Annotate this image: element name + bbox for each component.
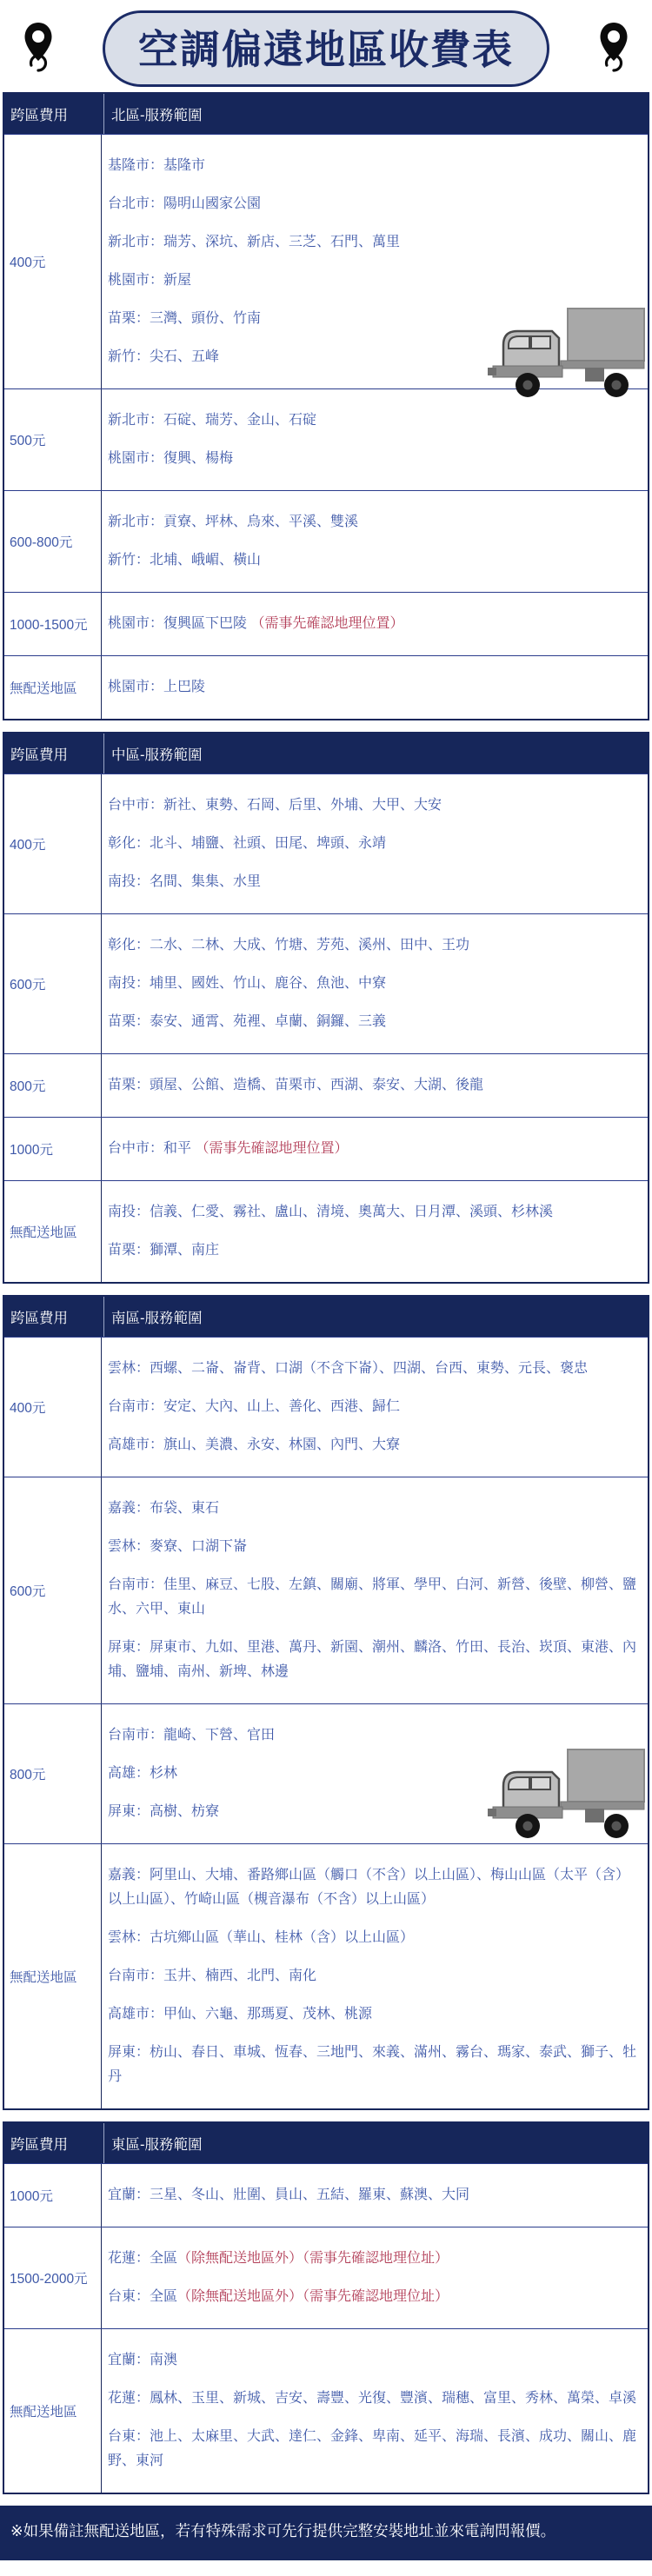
entry-note-red: （除無配送地區外）（需事先確認地理位址） xyxy=(177,2289,449,2304)
service-area-cell xyxy=(102,1181,648,1282)
service-area-entry xyxy=(108,933,641,958)
service-area-entry xyxy=(108,1926,641,1950)
page-header xyxy=(0,0,652,92)
service-area-entry xyxy=(108,870,641,894)
table-header-row xyxy=(4,1297,648,1337)
service-area-entry xyxy=(108,192,641,216)
entry-text: 高雄市：旗山、美濃、永安、林園、內門、大寮 xyxy=(108,1437,401,1452)
fee-value: 1000-1500元 xyxy=(4,593,102,655)
service-area-cell xyxy=(102,1477,648,1703)
service-area-entry xyxy=(108,2425,641,2473)
service-area-cell xyxy=(102,1054,648,1117)
service-area-cell xyxy=(102,656,648,719)
service-area-cell xyxy=(102,2164,648,2227)
service-area-entry xyxy=(108,1535,641,1559)
entry-text: 高雄市：甲仙、六龜、那瑪夏、茂林、桃源 xyxy=(108,2007,373,2022)
fee-table-south xyxy=(3,1295,649,2110)
location-pin-icon xyxy=(598,21,629,77)
service-area-entry xyxy=(108,510,641,534)
service-area-entry xyxy=(108,1863,641,1912)
service-area-entry xyxy=(108,307,641,331)
entry-text: 嘉義：阿里山、大埔、番路鄉山區（觸口（不含）以上山區）、梅山山區（太平（含）以上山區）、竹崎山區（槻音瀑布（不含）以上山區） xyxy=(108,1868,630,1907)
fee-column-header: 跨區費用 xyxy=(4,1297,104,1337)
entry-text: 台南市：龍崎、下營、官田 xyxy=(108,1728,276,1743)
table-row xyxy=(4,1117,648,1180)
fee-table-east xyxy=(3,2121,649,2494)
service-area-cell xyxy=(102,135,648,388)
service-area-entry xyxy=(108,793,641,818)
entry-note-red: （除無配送地區外）（需事先確認地理位址） xyxy=(177,2251,449,2266)
service-area-cell xyxy=(102,1118,648,1180)
entry-note-red: （需事先確認地理位置） xyxy=(250,616,404,631)
service-area-cell xyxy=(102,914,648,1053)
service-area-entry xyxy=(108,447,641,471)
service-area-cell xyxy=(102,1704,648,1843)
fee-value: 無配送地區 xyxy=(4,2329,102,2493)
entry-text: 苗栗：泰安、通霄、苑裡、卓蘭、銅鑼、三義 xyxy=(108,1014,387,1029)
table-header-row xyxy=(4,734,648,773)
entry-text: 新北市：貢寮、坪林、烏來、平溪、雙溪 xyxy=(108,515,359,529)
entry-text: 桃園市：上巴陵 xyxy=(108,680,206,694)
entry-text: 南投：名間、集集、水里 xyxy=(108,874,262,889)
region-column-header: 北區-服務範圍 xyxy=(111,108,203,123)
service-area-entry xyxy=(108,1762,641,1786)
fee-value: 1000元 xyxy=(4,2164,102,2227)
entry-text: 桃園市：復興區下巴陵 xyxy=(108,616,251,631)
service-area-entry xyxy=(108,2002,641,2027)
fee-value: 600元 xyxy=(4,1477,102,1703)
entry-text: 花蓮：鳳林、玉里、新城、吉安、壽豐、光復、豐濱、瑞穗、富里、秀林、萬榮、卓溪 xyxy=(108,2391,637,2406)
table-row xyxy=(4,490,648,592)
entry-text: 南投：埔里、國姓、竹山、鹿谷、魚池、中寮 xyxy=(108,976,387,991)
entry-text: 桃園市：復興、楊梅 xyxy=(108,451,234,466)
table-header-row xyxy=(4,94,648,134)
fee-column-header: 跨區費用 xyxy=(4,94,104,134)
service-area-entry xyxy=(108,2285,641,2309)
service-area-entry xyxy=(108,2183,641,2208)
region-column-header: 南區-服務範圍 xyxy=(111,1311,203,1326)
table-row xyxy=(4,134,648,388)
footer-spacer xyxy=(0,2560,652,2576)
service-area-entry xyxy=(108,1395,641,1419)
entry-text: 基隆市：基隆市 xyxy=(108,158,206,173)
entry-text: 雲林：麥寮、口湖下崙 xyxy=(108,1539,248,1554)
entry-text: 花蓮：全區 xyxy=(108,2251,178,2266)
entry-text: 南投：信義、仁愛、霧社、盧山、清境、奧萬大、日月潭、溪頭、杉林溪 xyxy=(108,1205,554,1219)
service-area-entry xyxy=(108,1238,641,1263)
service-area-cell xyxy=(102,1844,648,2108)
fee-value: 600元 xyxy=(4,914,102,1053)
entry-text: 台中市：新社、東勢、石岡、后里、外埔、大甲、大安 xyxy=(108,798,442,813)
service-area-entry xyxy=(108,1964,641,1988)
service-area-entry xyxy=(108,2387,641,2411)
table-row xyxy=(4,1477,648,1703)
table-row xyxy=(4,1703,648,1843)
fee-value: 無配送地區 xyxy=(4,1844,102,2108)
service-area-cell xyxy=(102,2329,648,2493)
entry-text: 屏東：枋山、春日、車城、恆春、三地門、來義、滿州、霧台、瑪家、泰武、獅子、牡丹 xyxy=(108,2045,637,2084)
service-area-cell xyxy=(102,491,648,592)
table-row xyxy=(4,1180,648,1282)
location-pin-icon xyxy=(23,21,54,77)
fee-value: 無配送地區 xyxy=(4,1181,102,1282)
fee-value: 600-800元 xyxy=(4,491,102,592)
table-row xyxy=(4,2227,648,2328)
entry-text: 宜蘭：南澳 xyxy=(108,2353,178,2367)
fee-value: 400元 xyxy=(4,1338,102,1477)
table-row xyxy=(4,1843,648,2108)
service-area-entry xyxy=(108,1636,641,1684)
fee-tables-container xyxy=(0,92,652,2494)
entry-text: 高雄：杉林 xyxy=(108,1766,178,1781)
entry-text: 新竹：北埔、峨嵋、橫山 xyxy=(108,553,262,568)
table-row xyxy=(4,2328,648,2493)
entry-note-red: （需事先確認地理位置） xyxy=(195,1141,349,1156)
fee-value: 800元 xyxy=(4,1704,102,1843)
table-header-row xyxy=(4,2123,648,2163)
region-column-header: 中區-服務範圍 xyxy=(111,747,203,763)
entry-text: 新竹：尖石、五峰 xyxy=(108,349,220,364)
entry-text: 苗栗：獅潭、南庄 xyxy=(108,1243,220,1258)
fee-value: 800元 xyxy=(4,1054,102,1117)
table-row xyxy=(4,655,648,719)
entry-text: 宜蘭：三星、冬山、壯圍、員山、五結、羅東、蘇澳、大同 xyxy=(108,2188,470,2202)
service-area-cell xyxy=(102,593,648,655)
entry-text: 新北市：瑞芳、深坑、新店、三芝、石門、萬里 xyxy=(108,235,401,249)
service-area-entry xyxy=(108,832,641,856)
service-area-entry xyxy=(108,548,641,573)
service-area-entry xyxy=(108,269,641,293)
service-area-entry xyxy=(108,1497,641,1521)
table-row xyxy=(4,773,648,913)
service-area-entry xyxy=(108,972,641,996)
service-area-cell xyxy=(102,1338,648,1477)
service-area-entry xyxy=(108,2041,641,2089)
entry-text: 彰化：二水、二林、大成、竹塘、芳苑、溪州、田中、王功 xyxy=(108,938,470,953)
service-area-entry xyxy=(108,1723,641,1748)
service-area-entry xyxy=(108,1010,641,1034)
table-row xyxy=(4,1337,648,1477)
entry-text: 屏東：高樹、枋寮 xyxy=(108,1804,220,1819)
entry-text: 台東：池上、太麻里、大武、達仁、金鋒、卑南、延平、海瑞、長濱、成功、關山、鹿野、東河 xyxy=(108,2429,637,2468)
service-area-entry xyxy=(108,345,641,369)
entry-text: 嘉義：布袋、東石 xyxy=(108,1501,220,1516)
service-area-entry xyxy=(108,1137,641,1161)
entry-text: 台南市：玉井、楠西、北門、南化 xyxy=(108,1969,317,1983)
entry-text: 台南市：佳里、麻豆、七股、左鎮、關廟、將軍、學甲、白河、新營、後壁、柳營、鹽水、六甲、東山 xyxy=(108,1577,637,1617)
fee-value: 500元 xyxy=(4,389,102,490)
service-area-entry xyxy=(108,154,641,178)
fee-value: 400元 xyxy=(4,774,102,913)
fee-column-header: 跨區費用 xyxy=(4,734,104,773)
entry-text: 新北市：石碇、瑞芳、金山、石碇 xyxy=(108,413,317,428)
service-area-entry xyxy=(108,675,641,700)
entry-text: 台中市：和平 xyxy=(108,1141,196,1156)
service-area-entry xyxy=(108,1433,641,1457)
page-title: 空調偏遠地區收費表 xyxy=(103,10,549,87)
fee-table-central xyxy=(3,732,649,1284)
service-area-entry xyxy=(108,1800,641,1824)
service-area-cell xyxy=(102,389,648,490)
service-area-entry xyxy=(108,2348,641,2373)
service-area-cell xyxy=(102,774,648,913)
service-area-entry xyxy=(108,612,641,636)
service-area-entry xyxy=(108,230,641,255)
table-row xyxy=(4,592,648,655)
fee-value: 無配送地區 xyxy=(4,656,102,719)
fee-column-header: 跨區費用 xyxy=(4,2123,104,2163)
entry-text: 雲林：西螺、二崙、崙背、口湖（不含下崙）、四湖、台西、東勢、元長、褒忠 xyxy=(108,1361,589,1376)
service-area-entry xyxy=(108,1073,641,1098)
service-area-entry xyxy=(108,408,641,433)
entry-text: 屏東：屏東市、九如、里港、萬丹、新園、潮州、麟洛、竹田、長治、崁頂、東港、內埔、鹽埔、南州、新埤、林邊 xyxy=(108,1640,637,1679)
fee-value: 1000元 xyxy=(4,1118,102,1180)
entry-text: 台南市：安定、大內、山上、善化、西港、歸仁 xyxy=(108,1399,401,1414)
table-row xyxy=(4,2163,648,2227)
entry-text: 彰化：北斗、埔鹽、社頭、田尾、埤頭、永靖 xyxy=(108,836,387,851)
entry-text: 雲林：古坑鄉山區（華山、桂林（含）以上山區） xyxy=(108,1930,415,1945)
entry-text: 台東：全區 xyxy=(108,2289,178,2304)
fee-value: 400元 xyxy=(4,135,102,388)
entry-text: 苗栗：頭屋、公館、造橋、苗栗市、西湖、泰安、大湖、後龍 xyxy=(108,1078,484,1092)
fee-value: 1500-2000元 xyxy=(4,2227,102,2328)
table-row xyxy=(4,913,648,1053)
entry-text: 台北市：陽明山國家公園 xyxy=(108,196,262,211)
entry-text: 苗栗：三灣、頭份、竹南 xyxy=(108,311,262,326)
service-area-entry xyxy=(108,2247,641,2271)
fee-table-north xyxy=(3,92,649,720)
region-column-header: 東區-服務範圍 xyxy=(111,2137,203,2153)
service-area-entry xyxy=(108,1200,641,1225)
service-area-entry xyxy=(108,1573,641,1622)
footer-note: ※如果備註無配送地區，若有特殊需求可先行提供完整安裝地址並來電詢問報價。 xyxy=(0,2506,652,2560)
service-area-cell xyxy=(102,2227,648,2328)
service-area-entry xyxy=(108,1357,641,1381)
table-row xyxy=(4,388,648,490)
table-row xyxy=(4,1053,648,1117)
entry-text: 桃園市：新屋 xyxy=(108,273,192,288)
